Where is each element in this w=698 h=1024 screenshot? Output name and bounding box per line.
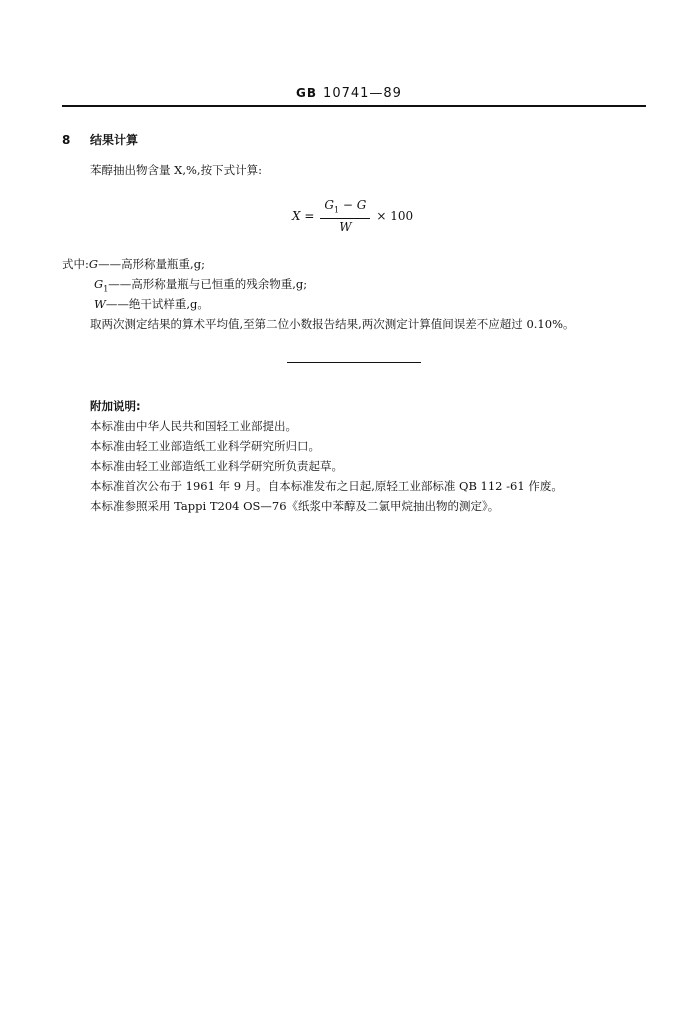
section-title: 结果计算: [90, 133, 139, 147]
where-line-g1: $G_1——$高形称量瓶与已恒重的残余物重,g;: [94, 277, 308, 294]
additional-note-line: 本标准由中华人民共和国轻工业部提出。: [90, 419, 297, 433]
additional-notes-title: 附加说明:: [90, 399, 141, 413]
standard-label: GB: [296, 86, 318, 100]
section-number: 8: [62, 133, 71, 147]
additional-note-line: 本标准由轻工业部造纸工业科学研究所归口。: [90, 439, 320, 453]
formula-fraction: [320, 198, 370, 234]
header-rule: [62, 105, 646, 107]
additional-note-line: 本标准参照采用 Tappi T204 OS—76《纸浆中苯醇及二氯甲烷抽出物的测定》。: [90, 499, 500, 513]
formula-intro: 苯醇抽出物含量 X,%,按下式计算:: [90, 163, 262, 177]
formula: [292, 198, 413, 234]
where-line-g: 式中:G——高形称量瓶重,g;: [62, 257, 205, 271]
where-line-w: W——绝干试样重,g。: [94, 297, 209, 311]
formula-lhs: X =: [292, 209, 315, 224]
formula-denominator: W: [339, 220, 352, 235]
result-note: 取两次测定结果的算术平均值,至第二位小数报告结果,两次测定计算值间误差不应超过 0.10%。: [90, 317, 575, 331]
standard-code: 10741—89: [323, 86, 402, 101]
section-heading: [62, 131, 138, 148]
section-end-rule: [287, 362, 421, 363]
formula-numerator: $G_1 - G$: [320, 198, 370, 219]
additional-note-line: 本标准首次公布于 1961 年 9 月。自本标准发布之日起,原轻工业部标准 QB 112 -61 作废。: [90, 479, 563, 493]
additional-note-line: 本标准由轻工业部造纸工业科学研究所负责起草。: [90, 459, 343, 473]
page-header: [0, 86, 698, 101]
formula-multiplier: × 100: [376, 209, 414, 224]
